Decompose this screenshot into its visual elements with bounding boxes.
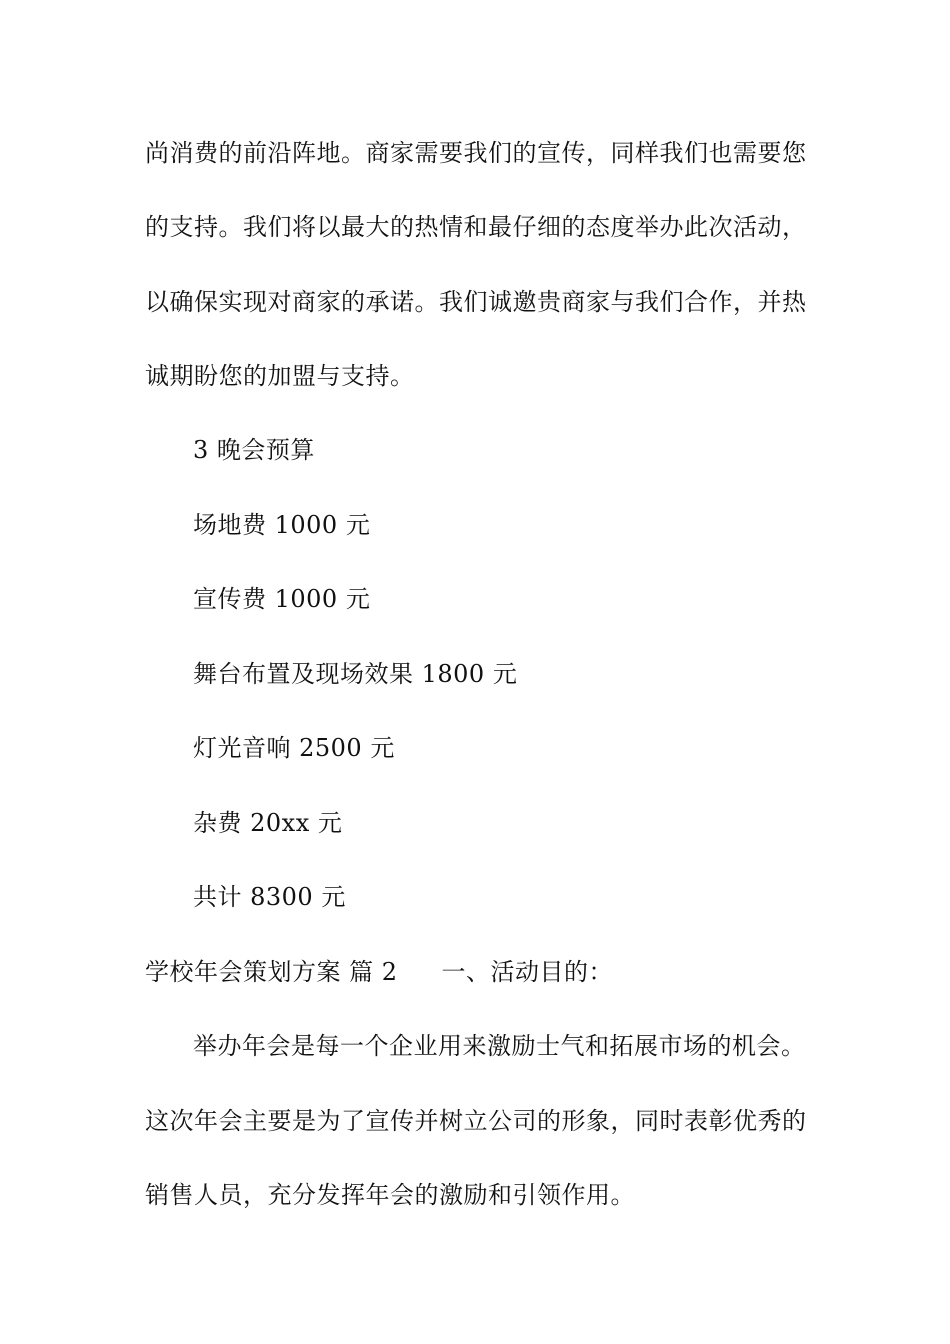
section-subheading: 一、活动目的： <box>441 958 614 986</box>
paragraph-line: 诚期盼您的加盟与支持。 <box>145 362 415 390</box>
budget-total: 共计 8300 元 <box>193 883 346 911</box>
paragraph-line: 这次年会主要是为了宣传并树立公司的形象，同时表彰优秀的 <box>145 1107 807 1135</box>
budget-heading: 3 晚会预算 <box>193 436 315 464</box>
paragraph-line: 以确保实现对商家的承诺。我们诚邀贵商家与我们合作，并热 <box>145 288 807 316</box>
paragraph-line: 尚消费的前沿阵地。商家需要我们的宣传，同样我们也需要您 <box>145 139 807 167</box>
paragraph-line: 举办年会是每一个企业用来激励士气和拓展市场的机会。 <box>193 1032 806 1060</box>
budget-item: 舞台布置及现场效果 1800 元 <box>193 660 518 688</box>
paragraph-line: 的支持。我们将以最大的热情和最仔细的态度举办此次活动， <box>145 213 807 241</box>
budget-item: 宣传费 1000 元 <box>193 585 371 613</box>
section-title-line <box>145 956 613 988</box>
budget-item: 场地费 1000 元 <box>193 511 371 539</box>
budget-item: 灯光音响 2500 元 <box>193 734 395 762</box>
paragraph-line: 销售人员，充分发挥年会的激励和引领作用。 <box>145 1181 635 1209</box>
section-title: 学校年会策划方案 篇 2 <box>145 958 398 986</box>
budget-item: 杂费 20xx 元 <box>193 809 343 837</box>
